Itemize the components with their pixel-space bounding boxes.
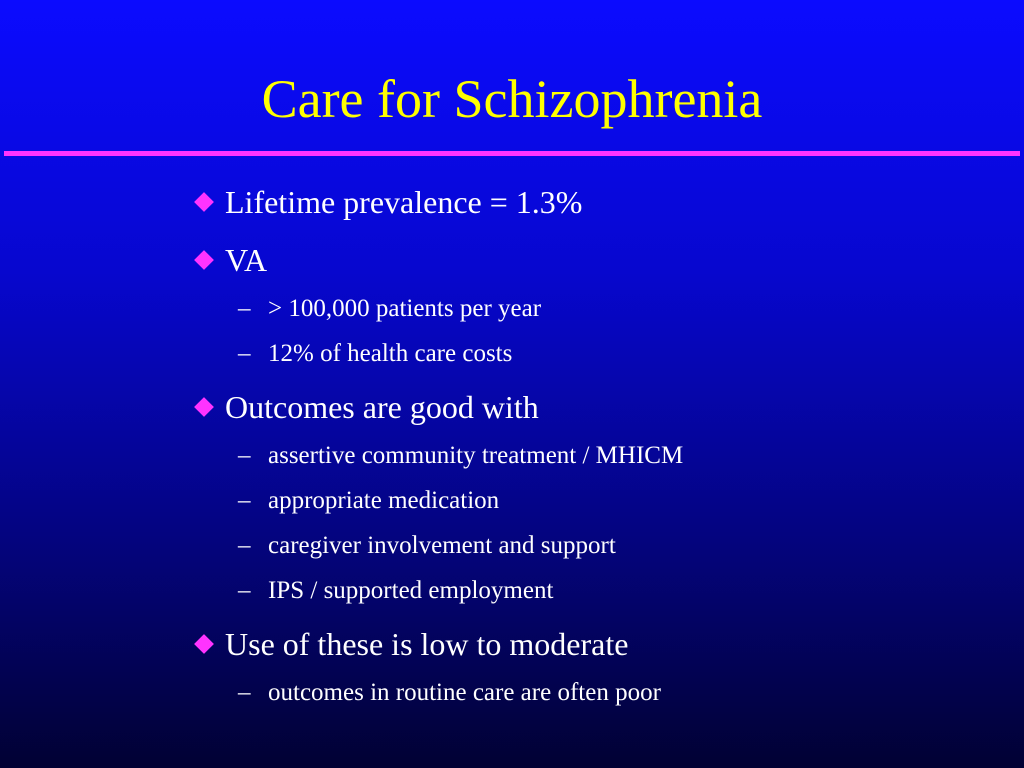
diamond-bullet-icon <box>194 250 214 270</box>
sub-bullet-item <box>238 293 541 325</box>
bullet-item <box>193 387 539 427</box>
bullet-item <box>193 182 582 222</box>
dash-bullet-icon: – <box>238 532 251 559</box>
diamond-bullet-icon <box>194 397 214 417</box>
sub-bullet-text: IPS / supported employment <box>268 577 554 604</box>
sub-bullet-text: > 100,000 patients per year <box>268 295 542 322</box>
diamond-bullet-icon <box>194 634 214 654</box>
dash-bullet-icon: – <box>238 340 251 367</box>
dash-bullet-icon: – <box>238 577 251 604</box>
sub-bullet-item <box>238 530 616 562</box>
sub-bullet-item <box>238 677 661 709</box>
dash-bullet-icon: – <box>238 442 251 469</box>
dash-bullet-icon: – <box>238 487 251 514</box>
sub-bullet-text: caregiver involvement and support <box>268 532 616 559</box>
sub-bullet-text: appropriate medication <box>268 487 500 514</box>
bullet-item <box>193 624 628 664</box>
sub-bullet-text: outcomes in routine care are often poor <box>268 679 661 706</box>
sub-bullet-text: 12% of health care costs <box>268 340 513 367</box>
sub-bullet-item <box>238 485 499 517</box>
dash-bullet-icon: – <box>238 295 251 322</box>
sub-bullet-item <box>238 440 683 472</box>
diamond-bullet-icon <box>194 192 214 212</box>
sub-bullet-item <box>238 338 512 370</box>
bullet-text: Outcomes are good with <box>225 388 539 425</box>
bullet-text: Lifetime prevalence = 1.3% <box>225 183 583 220</box>
sub-bullet-item <box>238 575 553 607</box>
dash-bullet-icon: – <box>238 679 251 706</box>
sub-bullet-text: assertive community treatment / MHICM <box>268 442 684 469</box>
bullet-text: VA <box>225 241 268 278</box>
bullet-item <box>193 240 267 280</box>
slide-title: Care for Schizophrenia <box>261 69 763 129</box>
bullet-text: Use of these is low to moderate <box>225 625 629 662</box>
